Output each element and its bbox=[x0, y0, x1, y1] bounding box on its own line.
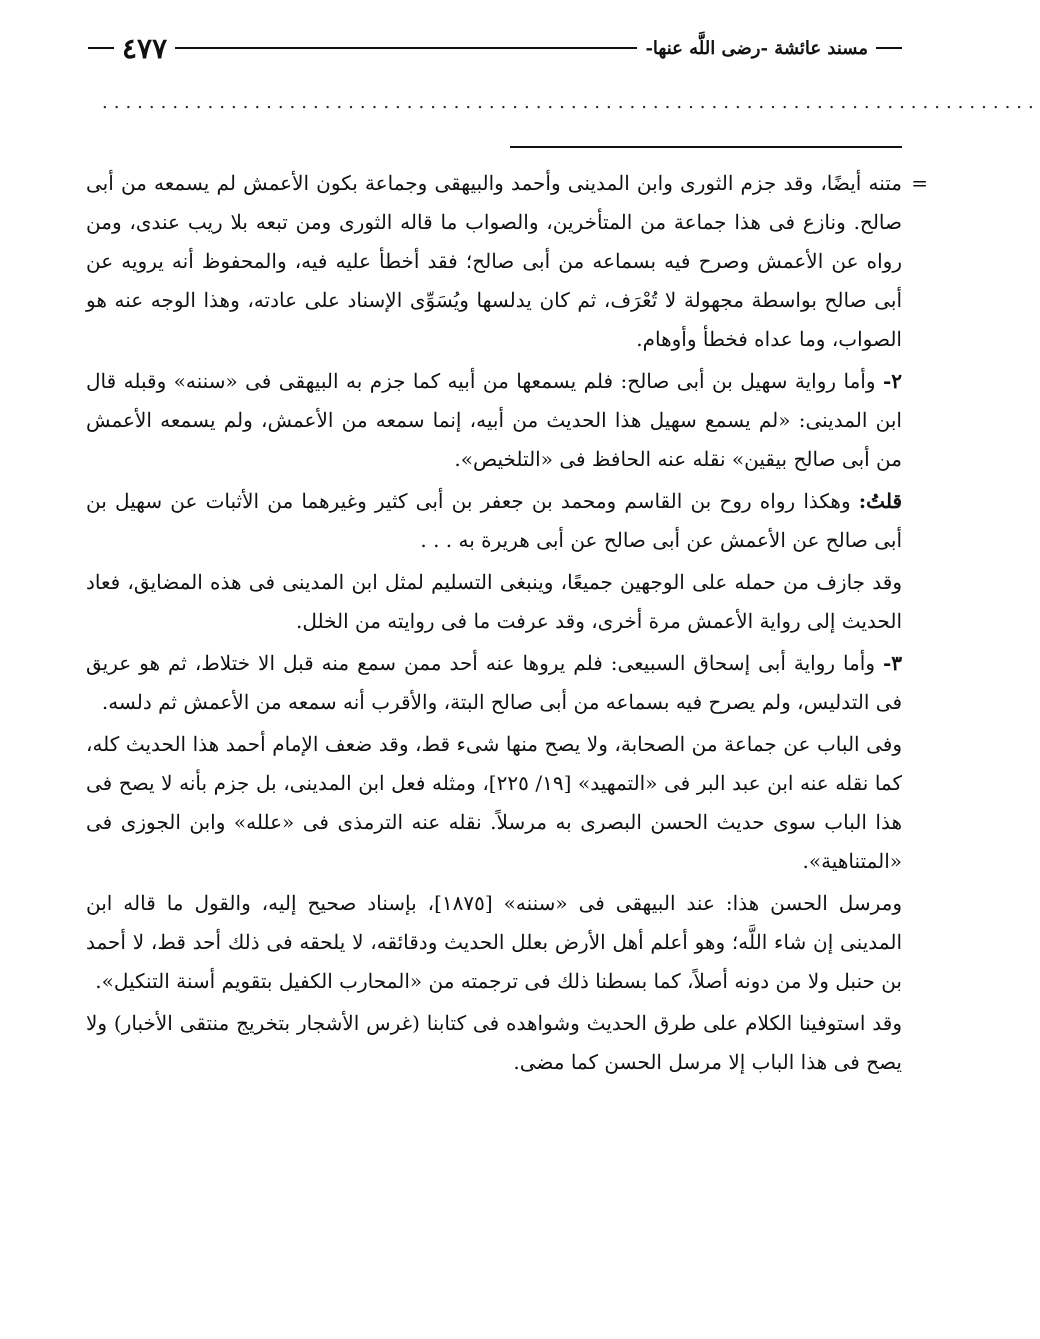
paragraph-5 bbox=[86, 644, 902, 722]
header-title: مسند عائشة -رضى اللَّه عنها- bbox=[645, 37, 868, 59]
paragraph-2-number: ٢- bbox=[882, 369, 903, 393]
page-header bbox=[88, 28, 902, 68]
paragraph-8-text: وقد استوفينا الكلام على طرق الحديث وشواهده فى كتابنا (غرس الأشجار بتخريج منتقى الأخبار) ولا يصح فى هذا الباب إلا مرسل الحسن كما مضى. bbox=[86, 1011, 902, 1074]
footnote-body bbox=[86, 164, 928, 1284]
paragraph-6-text: وفى الباب عن جماعة من الصحابة، ولا يصح منها شىء قط، وقد ضعف الإمام أحمد هذا الحديث كله، كما نقله عنه ابن عبد البر فى «التمهيد» [١٩/ ٢٢٥]، ومثله فعل ابن المدينى، بل جزم بأنه لا يصح فى هذا الباب سوى حديث الحسن البصرى به مرسلاً. نقله عنه الترمذى فى «علله» وابن الجوزى فى «المتناهية». bbox=[86, 732, 903, 873]
paragraph-5-number: ٣- bbox=[882, 651, 902, 675]
paragraph-1-text: متنه أيضًا، وقد جزم الثورى وابن المدينى وأحمد والبيهقى وجماعة بكون الأعمش لم يسمعه من أبى صالح. ونازع فى هذا جماعة من المتأخرين، والصواب ما قاله الثورى ومن تبعه بلا ريب عندى، ومن رواه عن الأعمش وصرح فيه بسماعه من أبى صالح؛ فقد أخطأ عليه فيه، والمحفوظ أنه يرويه عن أبى صالح بواسطة مجهولة لا تُعْرَف، ثم كان يدلسها ويُسَوِّى الإسناد على عادته، وهذا الوجه عنه هو الصواب، وما عداه فخطأ وأوهام. bbox=[86, 171, 902, 351]
paragraph-2 bbox=[86, 362, 902, 479]
paragraph-4 bbox=[86, 563, 902, 641]
continuation-marker: = bbox=[911, 171, 928, 195]
paragraph-2-text: وأما رواية سهيل بن أبى صالح: فلم يسمعها من أبيه كما جزم به البيهقى فى «سننه» وقبله قال ابن المدينى: «لم يسمع سهيل هذا الحديث من أبيه، إنما سمعه من الأعمش، ولم يسمعه الأعمش من أبى صالح بيقين» نقله عنه الحافظ فى «التلخيص». bbox=[86, 369, 902, 471]
paragraph-3 bbox=[86, 482, 902, 560]
footnote-separator-rule bbox=[510, 146, 902, 148]
paragraph-7 bbox=[86, 884, 902, 1001]
paragraph-5-text: وأما رواية أبى إسحاق السبيعى: فلم يروها عنه أحد ممن سمع منه قبل الا ختلاط، ثم هو عريق فى التدليس، ولم يصرح فيه بسماعه من أبى صالح البتة، والأقرب أنه سمعه من الأعمش ثم دلسه. bbox=[86, 651, 902, 714]
header-dash-left bbox=[88, 47, 114, 49]
dotted-separator: ................................................................................ bbox=[102, 92, 1040, 113]
paragraph-6 bbox=[86, 725, 902, 881]
paragraph-3-text: وهكذا رواه روح بن القاسم ومحمد بن جعفر بن أبى كثير وغيرهما من الأثبات عن سهيل بن أبى صالح عن الأعمش عن أبى صالح عن أبى هريرة به . . . bbox=[86, 489, 902, 552]
header-rule bbox=[175, 47, 637, 49]
paragraph-3-lead: قلتُ: bbox=[858, 489, 902, 513]
paragraph-8 bbox=[86, 1004, 902, 1082]
paragraph-7-text: ومرسل الحسن هذا: عند البيهقى فى «سننه» [١٨٧٥]، بإسناد صحيح إليه، والقول ما قاله ابن المدينى إن شاء اللَّه؛ وهو أعلم أهل الأرض بعلل الحديث ودقائقه، لا يلحقه فى ذلك أحد قط، لا أحمد بن حنبل ولا من دونه أصلاً، كما بسطنا ذلك فى ترجمته من «المحارب الكفيل بتقويم أسنة التنكيل». bbox=[86, 891, 903, 993]
paragraph-1 bbox=[86, 164, 928, 359]
paragraph-4-text: وقد جازف من حمله على الوجهين جميعًا، وينبغى التسليم لمثل ابن المدينى فى هذه المضايق، فعاد الحديث إلى رواية الأعمش مرة أخرى، وقد عرفت ما فى روايته من الخلل. bbox=[86, 570, 902, 633]
header-dash-right bbox=[876, 47, 902, 49]
page-number: ٤٧٧ bbox=[122, 31, 168, 65]
